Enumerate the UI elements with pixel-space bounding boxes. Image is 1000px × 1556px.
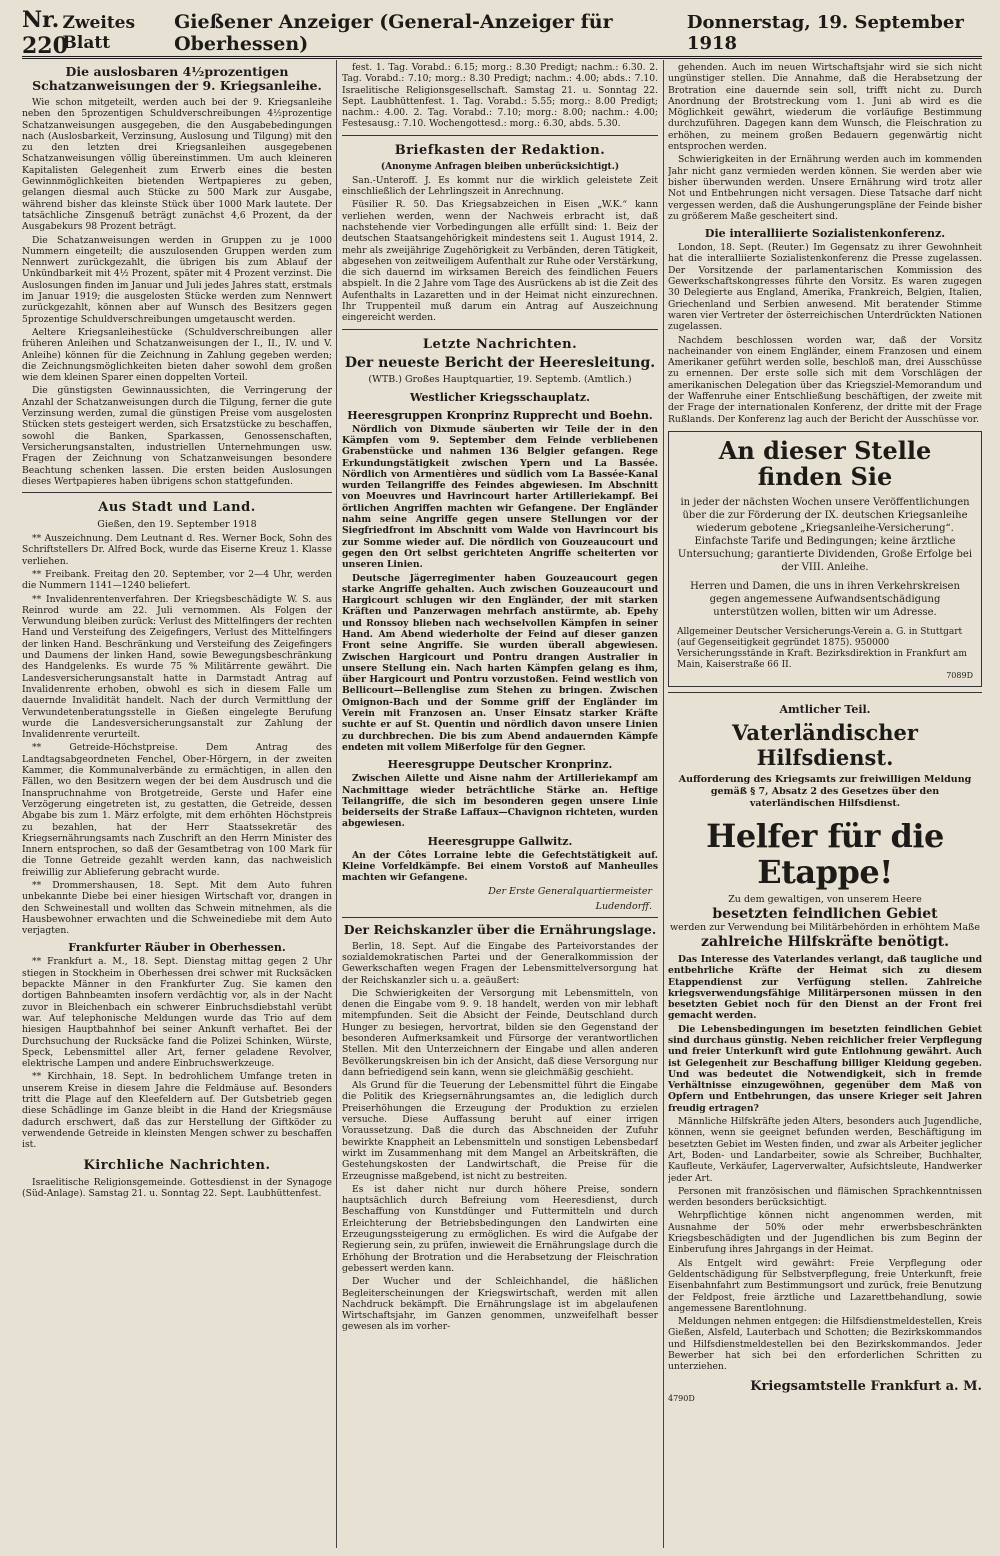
notice-paragraph: Als Entgelt wird gewährt: Freie Verpflegung oder Geldentschädigung für Selbstverpflegung, freie Unterkunft, freie Eisenbahnfahrt zum Bestimmungsort und zurück, freie Benutzung der Feldpost, freie ärztliche und Lazarettbehandlung, sowie angemessene Barentlohnung. xyxy=(668,1257,982,1314)
news-item: Füsilier R. 50. Das Kriegsabzeichen in Eisen „W.K.“ kann verliehen werden, wenn der Nachweis erbracht ist, daß nachstehende vier Vorbedingungen alle erfüllt sind: 1. Beiz der deutschen Staatsangehörigkeit mindestens seit 1. August 1914, 2. mehr als zweijährige Zugehörigkeit zu Verbänden, deren Tätigkeit, abgesehen von zeitweiligem Aufenthalt zur Ruhe oder Verstärkung, die sich dauernd im wirksamen Bereich des feindlichen Feuers abspielt. In die 2 Jahre vom Tage des Ausrückens ab ist die Zeit des Aufenthalts in Lazaretten und in der Heimat nicht einzurechnen. Ihr Truppenteil muß darum ein Antrag auf Auszeichnung eingereicht werden. xyxy=(342,199,658,324)
news-item: Die Schwierigkeiten der Versorgung mit Lebensmitteln, von denen die Eingabe vom 9. 9. 18 handelt, werden von mir lebhaft mitempfunden. Seit die Absicht der Feinde, Deutschland durch Hunger zu besiegen, hervortrat, bilden sie den Gegenstand der besonderen Aufmerksamkeit und Fürsorge der verantwortlichen Stellen. Mit den Unterzeichnern der Eingabe und allen anderen Bevölkerungskreisen bin ich der Ansicht, daß diese Versorgung nur dann befriedigend sein kann, wenn sie gleichmäßig geschieht. xyxy=(342,987,658,1078)
divider xyxy=(342,329,658,330)
subhead: Heeresgruppen Kronprinz Rupprecht und Boehn. xyxy=(347,408,653,422)
news-item: ** Frankfurt a. M., 18. Sept. Dienstag mittag gegen 2 Uhr stiegen in Stockheim in Oberhessen drei schwer mit Rucksäcken bepackte Männer in den Frankfurter Zug. Sie kamen den dortigen Bahnbeamten insofern verdächtig vor, als in der Nacht zuvor in Bleichenbach ein schwerer Einbruchsdiebstahl verübt war. Auf telephonische Meldungen wurde das Trio auf dem hiesigen Hauptbahnhof bei seiner Ankunft verhaftet. Bei der Durchsuchung der Rucksäcke fand die Polizei Schinken, Würste, Speck, Lebensmittel aller Art, ferner geladene Revolver, elektrische Lampen und andere Einbruchswerkzeuge. xyxy=(22,956,332,1070)
notice-line: zahlreiche Hilfskräfte benötigt. xyxy=(701,933,949,950)
notice-paragraph: Die Lebensbedingungen im besetzten feindlichen Gebiet sind durchaus günstig. Neben reichlicher freier Verpflegung und freier Unterkunft wird gute Entlohnung gewährt. Auch ist Gelegenheit zur Beschaffung billiger Kleidung gegeben. Und was bedeutet die Notwendigkeit, sich in fremde Verhältnisse einzugewöhnen, gegenüber dem Maß von Opfern und Entbehrungen, das unsere Krieger seit Jahren freudig ertragen? xyxy=(668,1023,982,1114)
notice-paragraph: Personen mit französischen und flämischen Sprachkenntnissen werden besonders berücksichtigt. xyxy=(668,1185,982,1209)
article-title-bericht: Der neueste Bericht der Heeresleitung. xyxy=(344,354,656,371)
notice-code: 4790D xyxy=(668,1393,695,1403)
column-1 xyxy=(22,62,332,1548)
news-item: ** Invalidenrentenverfahren. Der Kriegsbeschädigte W. S. aus Reinrod wurde am 22. Juli vernommen. Als Folgen der Verwundung bleiben zurück: Verlust des Mittelfingers der rechten Hand und Versteifung des Zeigefingers, Verlust des Mittelfingers der linken Hand. Beschränkung und Versteifung des Zeigefingers und Daumens der linken Hand, sowie Bewegungsbeschränkung des Handgelenks. Es wurde 75 % Militärrente gewährt. Die Landesversicherungsanstalt hatte in Darmstadt Antrag auf Invalidenrente erhoben, obwohl es sich in diesem Falle um dauernde Invalidität handelt. Nach der durch Vermittlung der Verwundetenberatungsstelle in Gießen eingelegte Berufung wurde die Landesversicherungsanstalt zur Zahlung der Invalidenrente verurteilt. xyxy=(22,593,332,741)
divider xyxy=(342,135,658,136)
notice-paragraph: Das Interesse des Vaterlandes verlangt, daß taugliche und entbehrliche Kräfte der Heimat sich zu diesem Etappendienst zur Verfügung stellen. Zahlreiche kriegsverwendungsfähige Militärpersonen müssen in den besetzten Gebiet noch für den Dienst an der Front frei gemacht werden. xyxy=(668,953,982,1022)
subtitle: (Anonyme Anfragen bleiben unberücksichtigt.) xyxy=(380,161,620,172)
news-item: An der Côtes Lorraine lebte die Gefechtstätigkeit auf. Kleine Vorfeldkämpfe. Bei einem Vorstoß auf Manheulles machten wir Gefangene. xyxy=(342,849,658,884)
advertisement xyxy=(668,431,982,687)
article-paragraph: Die günstigsten Gewinnaussichten, die Verringerung der Anzahl der Schatzanweisungen durch die Tilgung, ferner die gute Verzinsung werden, zumal die günstigen Preise vom ausgelosten Stücken stets gesteigert werden, sich Ersatzstücke zu beschaffen, sowohl die Banken, Sparkassen, Genossenschaften, Versicherungsanstalten, industriellen Unternehmungen usw. Fragen der Zeichnung von Schatzanweisungen besondere Beachtung schenken lassen. Die ersten beiden Auslosungen dieses Wertpapieres haben übrigens schon stattgefunden. xyxy=(22,385,332,487)
subhead: Heeresgruppe Gallwitz. xyxy=(427,834,573,848)
column-2 xyxy=(342,62,658,1548)
notice-line: besetzten feindlichen Gebiet xyxy=(712,905,938,922)
ad-company: Allgemeiner Deutscher Versicherungs-Verein a. G. in Stuttgart (auf Gegenseitigkeit gegründet 1875). 950000 Versicherungsstände in Kraft. Bezirksdirektion in Frankfurt am Main, Kaiserstraße 66 II. xyxy=(677,626,967,670)
section-title-kirchlich: Kirchliche Nachrichten. xyxy=(83,1157,271,1173)
notice-line: Zu dem gewaltigen, von unserem Heere xyxy=(728,893,922,905)
news-item: San.-Unteroff. J. Es kommt nur die wirklich geleistete Zeit einschließlich der Lehrlingszeit in Anrechnung. xyxy=(342,174,658,198)
divider xyxy=(342,917,658,918)
news-item: fest. 1. Tag. Vorabd.: 6.15; morg.: 8.30 Predigt; nachm.: 6.30. 2. Tag. Vorabd.: 7.10; morg.: 8.30 Predigt; nachm.: 4.00; abds.: 7.10. Israelitische Religionsgesellschaft. Samstag 21. u. Sonntag 22. Sept. Laubhüttenfest. 1. Tag. Vorabd.: 5.55; morg.: 8.00 Predigt; nachm.: 4.00. 2. Tag. Vorabd.: 7.10; morg.: 8.00; nachm.: 4.00; Festesausg.: 7.10. Wochengottesd.: morg.: 6.30, abds. 5.30. xyxy=(342,62,658,130)
article-paragraph: Wie schon mitgeteilt, werden auch bei der 9. Kriegsanleihe neben den 5prozentigen Schuldverschreibungen 4½prozentige Schatzanweisungen ausgegeben, die den Ausgabebedingungen nach (Auslosbarkeit, Verzinsung, Auslosung und Tilgung) mit den zu den letzten drei Kriegsanleihen ausgegebenen Schatzanweisungen völlig übereinstimmen. Um auch kleineren Kapitalisten Gelegenheit zum Erwerb eines die besten Gewinnmöglichkeiten bietenden Wertpapieres zu geben, gelangen diesmal auch Stücke zu 500 Mark zur Ausgabe, während bisher das kleinste Stück über 1000 Mark lautete. Der tatsächliche Zinsgenuß beträgt zunächst 4,6 Prozent, da der Ausgabekurs 98 Prozent beträgt. xyxy=(22,97,332,233)
notice-subtitle: Aufforderung des Kriegsamts zur freiwilligen Meldung gemäß § 7, Absatz 2 des Gesetzes über den vaterländischen Hilfsdienst. xyxy=(678,773,972,809)
news-item: gehenden. Auch im neuen Wirtschaftsjahr wird sie sich nicht ungünstiger stellen. Die Annahme, daß die Herabsetzung der Brotration eine dauernde sein soll, trifft nicht zu. Durch Anordnung der Brotstreckung vom 1. Juni ab wird es die Möglichkeit gewährt, wiederum die vorläufige Bestimmung durchzuführen. Dagegen kann dem Wunsch, die Fleischration zu erhöhen, zu meinem großen Bedauern gegenwärtig nicht entsprochen werden. xyxy=(668,62,982,153)
article-title-raeuber: Frankfurter Räuber in Oberhessen. xyxy=(68,941,286,955)
news-item: Israelitische Religionsgemeinde. Gottesdienst in der Synagoge (Süd-Anlage). Samstag 21. u. Sonntag 22. Sept. Laubhüttenfest. xyxy=(22,1176,332,1199)
ad-text: in jeder der nächsten Wochen unsere Veröffentlichungen über die zur Förderung der IX. deutschen Kriegsanleihe wiederum gebotene „Kriegsanleihe-Versicherung“. Einfachste Tarife und Bedingungen; keine ärztliche Untersuchung; garantierte Dividenden, Große Erfolge bei der VIII. Anleihe. xyxy=(677,496,973,573)
notice-paragraph: Männliche Hilfskräfte jeden Alters, besonders auch Jugendliche, können, wenn sie geeignet befunden werden, Beschäftigung im besetzten Gebiet im Westen finden, und zwar als Arbeiter jeglicher Art, Boden- und Landarbeiter, sowie als Schreiber, Buchhalter, Kaufleute, Verkäufer, Lagerverwalter, Aufsichtsleute, Handwerker jeder Art. xyxy=(668,1116,982,1184)
section-title-briefkasten: Briefkasten der Redaktion. xyxy=(394,142,606,158)
news-item: Es ist daher nicht nur durch höhere Preise, sondern hauptsächlich durch Befreiung vom Heeresdienst, durch Beschaffung von Kunstdünger und Futtermitteln und durch Erleichterung der Betriebsbedingungen den Landwirten eine Erzeugungssteigerung zu ermöglichen. Es wird die Aufgabe der Regierung sein, zu prüfen, inwieweit die Ernährungslage durch die Erhöhung der Brotration und die Herabsetzung der Fleischration gebessert werden kann. xyxy=(342,1183,658,1274)
article-paragraph: Die Schatzanweisungen werden in Gruppen zu je 1000 Nummern eingeteilt; die auszulosenden Gruppen werden zum Nennwert zurückgezahlt, die übrigen bis zum Ablauf der Unkündbarkeit mit 4½ Prozent, später mit 4 Prozent verzinst. Die Auslosungen finden im Januar und Juli jedes Jahres statt, erstmals im Januar 1919; die ausgelosten Stücke werden zum Nennwert zurückgezahlt, können aber auf Wunsch des Besitzers gegen 5prozentige Schuldverschreibungen umgetauscht werden. xyxy=(22,234,332,325)
ad-text: Herren und Damen, die uns in ihren Verkehrskreisen gegen angemessene Aufwandsentschädigung unterstützen wollen, bitten wir um Adresse. xyxy=(690,580,960,618)
issue-date: Donnerstag, 19. September 1918 xyxy=(686,12,964,54)
news-item: ** Getreide-Höchstpreise. Dem Antrag des Landtagsabgeordneten Fenchel, Ober-Hörgern, in der zweiten Kammer, die Kommunalverbände zu ermächtigen, in allen den Fällen, wo den Besitzern wegen der bei dem Ausdrusch und die Inanspruchnahme von Brotgetreide, Gerste und Hafer eine Verzögerung eingetreten ist, zu gestatten, die Getreide, dessen Abgabe bis zum 1. März erfolgte, mit dem erhöhten Höchstpreis zu bezahlen, hat der Herr Staatssekretär des Kriegsernährungsamts nach Zuschrift an den Herrn Minister des Innern entsprochen, so daß der Gesamtbetrag von 100 Mark für die Tonne Getreide gezahlt werden kann, das nachweislich freiwillig zur Ablieferung gebracht wurde. xyxy=(22,742,332,878)
notice-paragraph: Wehrpflichtige können nicht angenommen werden, mit Ausnahme der 50% oder mehr erwerbsbeschränkten Kriegsbeschädigten und der Jugendlichen bis zum Beginn der Einberufung ihres Jahrgangs in der Heimat. xyxy=(668,1210,982,1256)
notice-line: werden zur Verwendung bei Militärbehörden in erhöhtem Maße xyxy=(670,921,980,933)
news-item: ** Auszeichnung. Dem Leutnant d. Res. Werner Bock, Sohn des Schriftstellers Dr. Alfred Bock, wurde das Eiserne Kreuz 1. Klasse verliehen. xyxy=(22,533,332,567)
section-title-letzte: Letzte Nachrichten. xyxy=(422,336,578,352)
column-divider xyxy=(336,60,337,1548)
news-item: ** Kirchhain, 18. Sept. In bedrohlichem Umfange treten in unserem Kreise in diesem Jahre die Feldmäuse auf. Besonders tritt die Plage auf den Kleefeldern auf. Der Gutsbetrieb gegen diese Schädlinge im Ganze bleibt in die Hand der Kriegsmäuse dadurch erschwert, daß das zur Herstellung der Giftköder zu verwendende Getreide in kleinsten Mengen schwer zu beschaffen ist. xyxy=(22,1071,332,1151)
subhead: Westlicher Kriegsschauplatz. xyxy=(410,390,590,404)
ad-headline: An dieser Stelle finden Sie xyxy=(718,435,932,491)
notice-signature: Kriegsamtstelle Frankfurt a. M. xyxy=(750,1378,982,1394)
news-item: Schwierigkeiten in der Ernährung werden auch im kommenden Jahr nicht ganz vermieden werden können. Sie werden aber wie bisher überwunden werden. Unsere Ernährung wird trotz aller Not und Entbehrungen nicht versagen. Diese Tatsache darf nicht vergessen werden, daß die Aushungerungspläne der Feinde bisher zu größerem Maße gescheitert sind. xyxy=(668,154,982,222)
divider xyxy=(668,692,982,693)
news-item: Nördlich von Dixmude säuberten wir Teile der in den Kämpfen vom 9. September dem Feinde verbliebenen Grabenstücke und nahmen 136 Belgier gefangen. Rege Erkundungstätigkeit zwischen Ypern und La Bassée. Nördlich von Armentières und südlich vom La Bassée-Kanal wurden Teilangriffe des Feindes abgewiesen. Im Abschnitt von Moeuvres und Havrincourt harter Artilleriekampf. Bei örtlichen Angriffen machten wir Gefangene. Der Engländer nahm seine Angriffe gegen unsere Stellungen vor der Siegfriedfront im Abschnitt vom Walde von Havrincourt bis zur Somme wieder auf. Die nördlich von Gouzeaucourt und gegen den Ort selbst gerichteten Angriffe scheiterten vor unseren Linien. xyxy=(342,423,658,571)
notice-paragraph: Meldungen nehmen entgegen: die Hilfsdienstmeldestellen, Kreis Gießen, Alsfeld, Lauterbach und Schotten; die Bezirkskommandos und Hilfsdienstmeldestellen bei den Bezirkskommandos. Jeder Bewerber hat sich bei den erforderlichen Schritten zu unterziehen. xyxy=(668,1316,982,1373)
divider xyxy=(22,492,332,493)
news-item: ** Drommershausen, 18. Sept. Mit dem Auto fuhren unbekannte Diebe bei einer hiesigen Wirtschaft vor, drangen in den Schweinestall und wollten das Schwein mitnehmen, als die Hausbewohner erwachten und die Schweinediebe mit dem Auto verjagten. xyxy=(22,880,332,937)
notice-headline: Helfer für die Etappe! xyxy=(706,816,944,891)
masthead xyxy=(22,7,982,59)
section-title-amtlich: Amtlicher Teil. xyxy=(779,702,871,716)
article-title-konferenz: Die interalliierte Sozialistenkonferenz. xyxy=(704,227,946,241)
section-label: Zweites Blatt xyxy=(62,13,136,53)
news-item: ** Freibank. Freitag den 20. September, vor 2—4 Uhr, werden die Nummern 1141—1240 beliefert. xyxy=(22,568,332,592)
ad-code: 7089D xyxy=(946,670,973,680)
notice-title: Vaterländischer Hilfsdienst. xyxy=(732,719,918,770)
news-item: London, 18. Sept. (Reuter.) Im Gegensatz zu ihrer Gewohnheit hat die interalliierte Sozialistenkonferenz die Presse zugelassen. Der Vorsitzende der parlamentarischen Kommission des Gewerkschaftskongresses führte den Vorsitz. Es waren zugegen 30 Delegierte aus England, Amerika, Frankreich, Belgien, Italien, Griechenland und Serbien anwesend. Mit beratender Stimme waren vier Vertreter der österreichischen Unterdrückten Nationen zugelassen. xyxy=(668,242,982,333)
newspaper-title: Gießener Anzeiger (General-Anzeiger für Oberhessen) xyxy=(174,11,613,55)
news-item: Der Wucher und der Schleichhandel, die häßlichen Begleiterscheinungen der Kriegswirtschaft, werden mit allen Nachdruck bekämpft. Die Ernährungslage ist im abgelaufenen Wirtschaftsjahr, im Ganzen genommen, unzweifelhaft besser gewesen als im vorher- xyxy=(342,1276,658,1333)
article-title-kanzler: Der Reichskanzler über die Ernährungslage. xyxy=(343,921,657,937)
subhead: Heeresgruppe Deutscher Kronprinz. xyxy=(387,758,613,772)
news-item: Nachdem beschlossen worden war, daß der Vorsitz nacheinander von einem Engländer, einem Franzosen und einem Amerikaner geführt werden solle, beschloß man, drei Ausschüsse zu ernennen. Der erste solle sich mit dem Vorschlägen der amerikanischen Delegation über das Kriegsziel-Memorandum und der Waffenruhe einer Entschließung beschäftigen, der zweite mit der Frage der internationalen Konferenz, der dritte mit der Frage Rußlands. Der Konferenz lag auch der Bericht der Ausschüsse vor. xyxy=(668,334,982,425)
article-title-anleihe: Die auslosbaren 4½prozentigen Schatzanweisungen der 9. Kriegsanleihe. xyxy=(32,64,322,93)
dateline: (WTB.) Großes Hauptquartier, 19. Septemb. (Amtlich.) xyxy=(368,373,632,385)
news-item: Berlin, 18. Sept. Auf die Eingabe des Parteivorstandes der sozialdemokratischen Partei und der Generalkommission der Gewerkschaften wegen Fragen der Lebensmittelversorgung hat der Reichskanzler sich u. a. geäußert: xyxy=(342,940,658,986)
issue-number: Nr. 220 xyxy=(22,7,68,59)
news-item: Zwischen Ailette und Aisne nahm der Artilleriekampf am Nachmittage wieder beträchtliche Stärke an. Heftige Teilangriffe, die sich im besonderen gegen unsere Linie beiderseits der Straße Laffaux—Chavignon richteten, wurden abgewiesen. xyxy=(342,773,658,830)
news-item: Als Grund für die Teuerung der Lebensmittel führt die Eingabe die Politik des Kriegsernährungsamtes an, die lediglich durch Preiserhöhungen die Erzeugung der Produktion zu erzielen versuche. Diese Auffassung beruht auf einer irrigen Voraussetzung. Daß die durch das Abschneiden der Zufuhr bewirkte Knappheit an Lebensmitteln und sonstigen Lebensbedarf wirkt im Zusammenhang mit dem Mangel an Arbeitskräften, die Gestehungskosten der Landwirtschaft, die Preise für die Erzeugnisse maßgebend, ist nicht zu bestreiten. xyxy=(342,1080,658,1182)
news-item: Deutsche Jägerregimenter haben Gouzeaucourt gegen starke Angriffe gehalten. Auch zwischen Gouzeaucourt und Hargicourt schlugen wir den Engländer, der mit starken Kräften und Panzerwagen mehrfach anstürmte, ab. Epehy und Ronssoy blieben nach wechselvollen Kämpfen in seiner Hand. Am Abend wiederholte der Feind auf dieser ganzen Front seine Angriffe. Sie wurden überall abgewiesen. Zwischen Hargicourt und Pontru drangen Australier in unsere Stellung ein. Nach harten Kämpfen gelang es ihm, über Hargicourt und Pontru vorzustoßen. Feind westlich von Bellicourt—Bellenglise zum Stehen zu bringen. Zwischen Omignon-Bach und der Somme griff der Engländer im Verein mit Franzosen an. Unser Einsatz starker Kräfte suchte er auf St. Quentin und nördlich davon unsere Linien zu durchbrechen. Die bis zum Abend andauernden Kämpfe endeten mit vollem Mißerfolge für den Gegner. xyxy=(342,572,658,753)
article-paragraph: Aeltere Kriegsanleihestücke (Schuldverschreibungen aller früheren Anleihen und Schatzanweisungen der I., II., IV. und V. Anleihe) können für die Zeichnung in Zahlung gegeben werden; die Zeichnungsmöglichkeiten bieten daher sowohl dem großen wie dem kleinen Sparer einen doppelten Vorteil. xyxy=(22,326,332,384)
column-divider xyxy=(663,60,664,1548)
dateline: Gießen, den 19. September 1918 xyxy=(97,519,257,531)
signature-role: Der Erste Generalquartiermeister xyxy=(488,885,652,897)
section-title-stadt: Aus Stadt und Land. xyxy=(98,500,256,516)
signature-name: Ludendorff. xyxy=(595,900,652,912)
column-3 xyxy=(668,62,982,1548)
